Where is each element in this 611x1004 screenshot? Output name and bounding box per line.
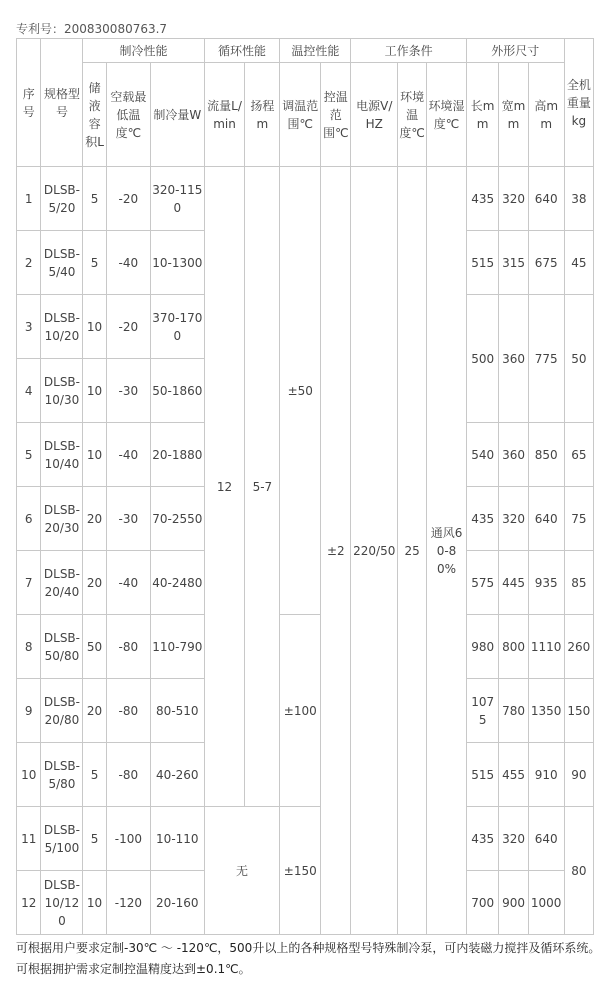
cell-volume: 20 bbox=[83, 487, 106, 551]
cell-model: DLSB-10/40 bbox=[41, 423, 83, 487]
cell-range-merged-b: ±100 bbox=[280, 615, 321, 807]
patent-number: 专利号：200830080763.7 bbox=[16, 22, 168, 36]
cell-width: 315 bbox=[499, 231, 528, 295]
header-env-humidity: 环境湿度℃ bbox=[427, 63, 467, 167]
cell-seq: 2 bbox=[17, 231, 41, 295]
header-row bbox=[17, 63, 594, 167]
cell-model: DLSB-5/100 bbox=[41, 807, 83, 871]
cell-weight: 38 bbox=[564, 167, 593, 231]
cell-flow-merged: 12 bbox=[204, 167, 245, 807]
cell-capacity: 20-160 bbox=[151, 871, 205, 935]
cell-capacity: 20-1880 bbox=[151, 423, 205, 487]
cell-min-temp: -40 bbox=[106, 551, 150, 615]
cell-min-temp: -20 bbox=[106, 167, 150, 231]
header-range: 调温范围℃ bbox=[280, 63, 321, 167]
cell-weight: 260 bbox=[564, 615, 593, 679]
cell-capacity: 70-2550 bbox=[151, 487, 205, 551]
table-row bbox=[17, 615, 594, 679]
cell-min-temp: -20 bbox=[106, 295, 150, 359]
cell-width: 780 bbox=[499, 679, 528, 743]
spec-table bbox=[16, 38, 594, 935]
header-model: 规格型号 bbox=[41, 39, 83, 167]
cell-height: 910 bbox=[528, 743, 564, 807]
header-env-temp: 环境温度℃ bbox=[398, 63, 427, 167]
cell-width: 900 bbox=[499, 871, 528, 935]
cell-model: DLSB-50/80 bbox=[41, 615, 83, 679]
cell-min-temp: -40 bbox=[106, 423, 150, 487]
cell-volume: 20 bbox=[83, 679, 106, 743]
cell-volume: 5 bbox=[83, 231, 106, 295]
cell-model: DLSB-20/80 bbox=[41, 679, 83, 743]
cell-weight: 75 bbox=[564, 487, 593, 551]
cell-seq: 12 bbox=[17, 871, 41, 935]
cell-model: DLSB-10/120 bbox=[41, 871, 83, 935]
cell-volume: 5 bbox=[83, 743, 106, 807]
cell-length: 500 bbox=[466, 295, 499, 423]
cell-seq: 6 bbox=[17, 487, 41, 551]
cell-height: 640 bbox=[528, 167, 564, 231]
header-width: 宽mm bbox=[499, 63, 528, 167]
footnotes bbox=[16, 938, 600, 980]
cell-env-humidity-merged: 通风60-80% bbox=[427, 167, 467, 935]
cell-height: 1000 bbox=[528, 871, 564, 935]
cell-seq: 11 bbox=[17, 807, 41, 871]
cell-seq: 3 bbox=[17, 295, 41, 359]
cell-capacity: 10-1300 bbox=[151, 231, 205, 295]
cell-capacity: 10-110 bbox=[151, 807, 205, 871]
cell-length: 435 bbox=[466, 807, 499, 871]
cell-capacity: 40-260 bbox=[151, 743, 205, 807]
cell-model: DLSB-5/40 bbox=[41, 231, 83, 295]
cell-length: 575 bbox=[466, 551, 499, 615]
cell-model: DLSB-5/20 bbox=[41, 167, 83, 231]
cell-none-merged: 无 bbox=[204, 807, 280, 935]
cell-power-merged: 220/50 bbox=[351, 167, 398, 935]
header-min-temp: 空载最低温度℃ bbox=[106, 63, 150, 167]
cell-capacity: 40-2480 bbox=[151, 551, 205, 615]
cell-capacity: 370-1700 bbox=[151, 295, 205, 359]
cell-length: 515 bbox=[466, 231, 499, 295]
cell-height: 1350 bbox=[528, 679, 564, 743]
cell-height: 640 bbox=[528, 487, 564, 551]
cell-height: 640 bbox=[528, 807, 564, 871]
cell-model: DLSB-20/30 bbox=[41, 487, 83, 551]
cell-weight: 65 bbox=[564, 423, 593, 487]
cell-weight: 45 bbox=[564, 231, 593, 295]
cell-length: 700 bbox=[466, 871, 499, 935]
cell-range-merged-c: ±150 bbox=[280, 807, 321, 935]
header-height: 高mm bbox=[528, 63, 564, 167]
cell-seq: 8 bbox=[17, 615, 41, 679]
cell-min-temp: -80 bbox=[106, 615, 150, 679]
group-circulation: 循环性能 bbox=[204, 39, 280, 63]
cell-env-temp-merged: 25 bbox=[398, 167, 427, 935]
cell-height: 775 bbox=[528, 295, 564, 423]
cell-weight: 90 bbox=[564, 743, 593, 807]
cell-seq: 5 bbox=[17, 423, 41, 487]
cell-width: 320 bbox=[499, 167, 528, 231]
cell-capacity: 110-790 bbox=[151, 615, 205, 679]
cell-length: 515 bbox=[466, 743, 499, 807]
header-group-row bbox=[17, 39, 594, 63]
cell-volume: 10 bbox=[83, 423, 106, 487]
cell-precision-merged: ±2 bbox=[321, 167, 351, 935]
group-dimensions: 外形尺寸 bbox=[466, 39, 564, 63]
cell-height: 850 bbox=[528, 423, 564, 487]
header-seq: 序号 bbox=[17, 39, 41, 167]
cell-length: 435 bbox=[466, 167, 499, 231]
cell-model: DLSB-5/80 bbox=[41, 743, 83, 807]
cell-width: 445 bbox=[499, 551, 528, 615]
cell-min-temp: -80 bbox=[106, 679, 150, 743]
note-custom-temperature: 可根据用户要求定制-30℃ ～ -120℃，500升以上的各种规格型号特殊制冷泵，可内装磁力搅拌及循环系统。 bbox=[16, 941, 601, 955]
header-volume: 储液容积L bbox=[83, 63, 106, 167]
cell-min-temp: -120 bbox=[106, 871, 150, 935]
group-cooling: 制冷性能 bbox=[83, 39, 204, 63]
cell-volume: 5 bbox=[83, 167, 106, 231]
cell-capacity: 320-1150 bbox=[151, 167, 205, 231]
cell-seq: 7 bbox=[17, 551, 41, 615]
cell-seq: 9 bbox=[17, 679, 41, 743]
header-lift: 扬程m bbox=[245, 63, 280, 167]
note-custom-precision: 可根据拥护需求定制控温精度达到±0.1℃。 bbox=[16, 962, 251, 976]
cell-model: DLSB-10/30 bbox=[41, 359, 83, 423]
cell-min-temp: -100 bbox=[106, 807, 150, 871]
group-conditions: 工作条件 bbox=[351, 39, 466, 63]
cell-width: 360 bbox=[499, 295, 528, 423]
cell-min-temp: -30 bbox=[106, 487, 150, 551]
cell-weight: 150 bbox=[564, 679, 593, 743]
cell-volume: 10 bbox=[83, 295, 106, 359]
cell-height: 1110 bbox=[528, 615, 564, 679]
cell-seq: 1 bbox=[17, 167, 41, 231]
cell-min-temp: -40 bbox=[106, 231, 150, 295]
cell-width: 800 bbox=[499, 615, 528, 679]
cell-height: 675 bbox=[528, 231, 564, 295]
cell-weight: 50 bbox=[564, 295, 593, 423]
cell-weight-merged: 80 bbox=[564, 807, 593, 935]
cell-width: 360 bbox=[499, 423, 528, 487]
cell-seq: 4 bbox=[17, 359, 41, 423]
header-capacity: 制冷量W bbox=[151, 63, 205, 167]
group-temp-control: 温控性能 bbox=[280, 39, 351, 63]
cell-height: 935 bbox=[528, 551, 564, 615]
cell-length: 1075 bbox=[466, 679, 499, 743]
header-precision: 控温范围℃ bbox=[321, 63, 351, 167]
cell-model: DLSB-20/40 bbox=[41, 551, 83, 615]
cell-volume: 20 bbox=[83, 551, 106, 615]
cell-capacity: 50-1860 bbox=[151, 359, 205, 423]
cell-length: 980 bbox=[466, 615, 499, 679]
header-length: 长mm bbox=[466, 63, 499, 167]
table-row bbox=[17, 807, 594, 871]
cell-length: 540 bbox=[466, 423, 499, 487]
cell-length: 435 bbox=[466, 487, 499, 551]
cell-range-merged-a: ±50 bbox=[280, 167, 321, 615]
cell-seq: 10 bbox=[17, 743, 41, 807]
cell-volume: 50 bbox=[83, 615, 106, 679]
header-weight: 全机重量kg bbox=[564, 39, 593, 167]
cell-min-temp: -30 bbox=[106, 359, 150, 423]
cell-volume: 10 bbox=[83, 359, 106, 423]
header-power: 电源V/HZ bbox=[351, 63, 398, 167]
header-flow: 流量L/min bbox=[204, 63, 245, 167]
cell-min-temp: -80 bbox=[106, 743, 150, 807]
cell-volume: 5 bbox=[83, 807, 106, 871]
cell-volume: 10 bbox=[83, 871, 106, 935]
cell-width: 320 bbox=[499, 487, 528, 551]
cell-width: 455 bbox=[499, 743, 528, 807]
cell-capacity: 80-510 bbox=[151, 679, 205, 743]
table-row bbox=[17, 167, 594, 231]
cell-lift-merged: 5-7 bbox=[245, 167, 280, 807]
cell-width: 320 bbox=[499, 807, 528, 871]
cell-model: DLSB-10/20 bbox=[41, 295, 83, 359]
cell-weight: 85 bbox=[564, 551, 593, 615]
